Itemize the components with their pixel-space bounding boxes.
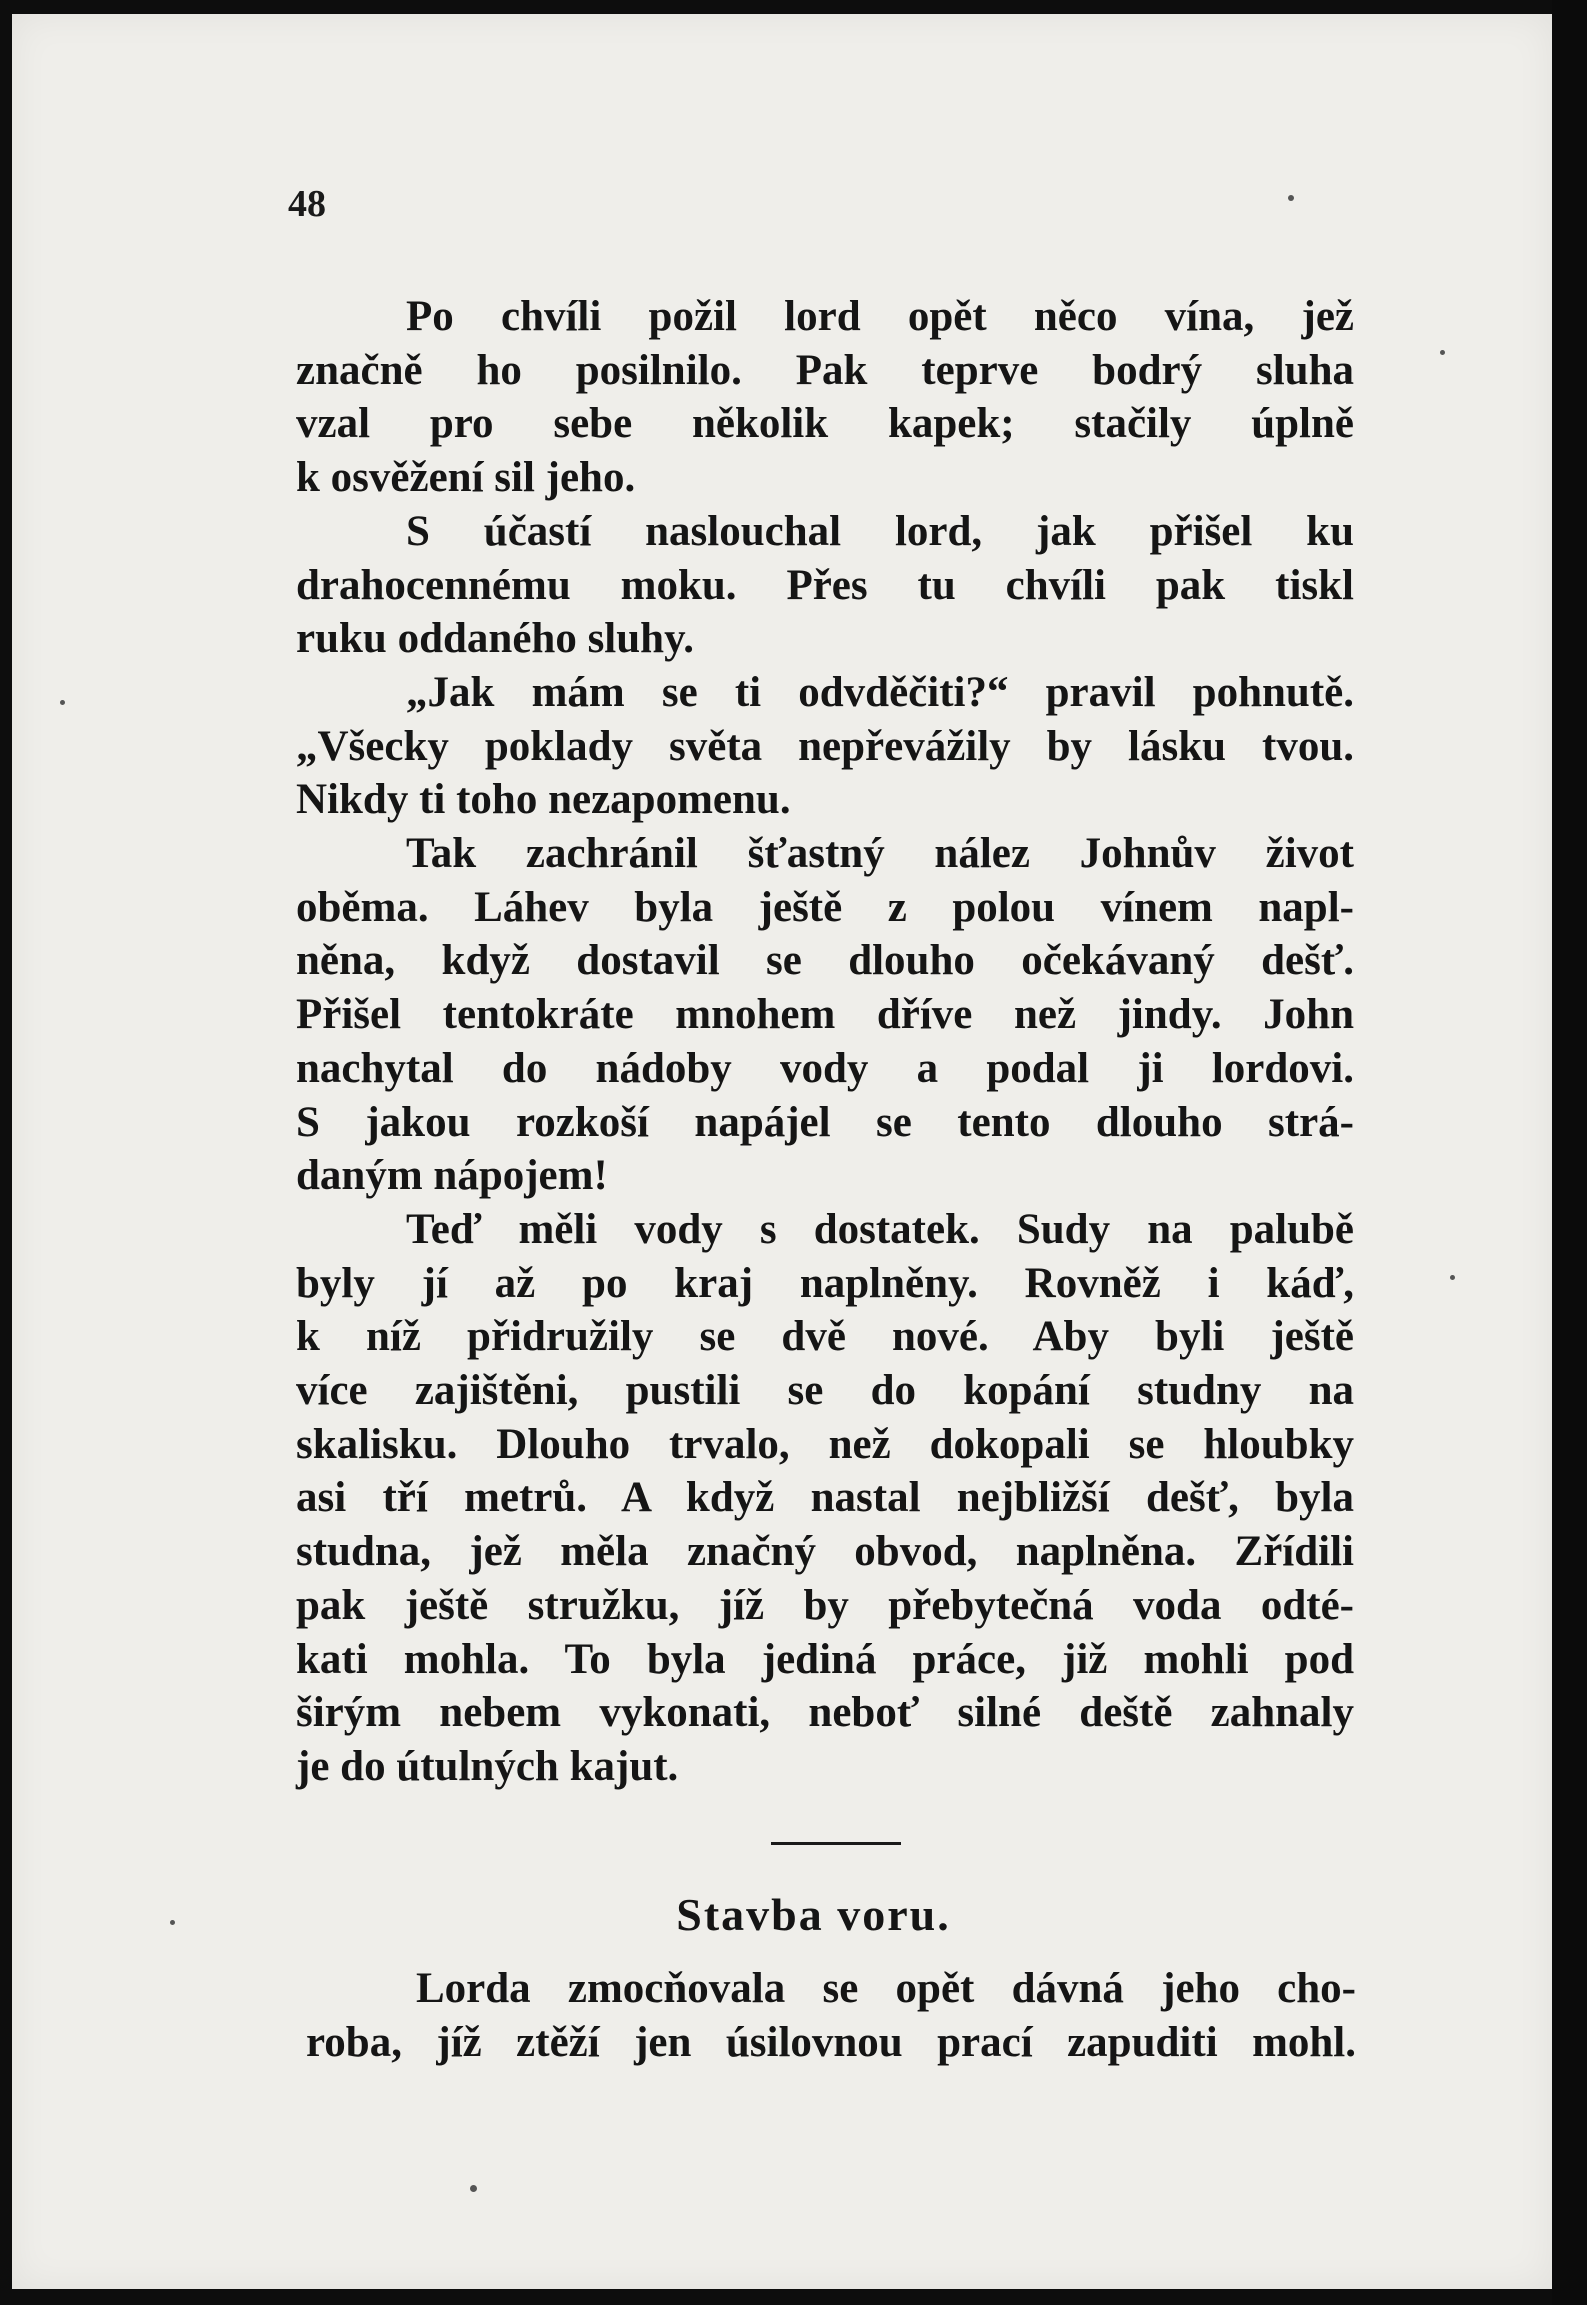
body-text: [296, 290, 1354, 1794]
print-speck: [1288, 195, 1294, 201]
text-line: asi tří metrů. A když nastal nejbližší dešť, byla: [296, 1474, 1354, 1522]
paragraph: [296, 666, 1354, 827]
text-line: k osvěžení sil jeho.: [296, 454, 636, 502]
text-line: značně ho posilnilo. Pak teprve bodrý sluha: [296, 346, 1354, 394]
paragraph: [296, 1203, 1354, 1794]
text-line: vzal pro sebe několik kapek; stačily úplně: [296, 400, 1354, 448]
text-line: „Jak mám se ti odvděčiti?“ pravil pohnutě.: [406, 668, 1354, 716]
text-line: je do útulných kajut.: [296, 1742, 679, 1790]
text-line: nachytal do nádoby vody a podal ji lordovi.: [296, 1044, 1354, 1092]
text-line: k níž přidružily se dvě nové. Aby byli ještě: [296, 1313, 1354, 1361]
section-body-text: [306, 1962, 1356, 2069]
print-speck: [1440, 350, 1445, 355]
text-line: roba, jíž ztěží jen úsilovnou prací zapuditi mohl.: [306, 2018, 1356, 2066]
print-speck: [60, 700, 65, 705]
page-edge: [1552, 0, 1587, 2305]
text-line: širým nebem vykonati, neboť silné deště zahnaly: [296, 1689, 1354, 1737]
text-line: byly jí až po kraj naplněny. Rovněž i káď,: [296, 1259, 1354, 1307]
print-speck: [1450, 1275, 1455, 1280]
print-speck: [170, 1920, 175, 1925]
text-line: drahocennému moku. Přes tu chvíli pak tiskl: [296, 561, 1354, 609]
text-line: Po chvíli požil lord opět něco vína, jež: [406, 293, 1354, 340]
text-line: Přišel tentokráte mnohem dříve než jindy. John: [296, 991, 1354, 1039]
text-line: daným nápojem!: [296, 1152, 608, 1200]
text-line: více zajištěni, pustili se do kopání studny na: [296, 1367, 1354, 1415]
print-speck: [470, 2185, 477, 2192]
section-title: Stavba voru.: [676, 1889, 951, 1940]
text-line: kati mohla. To byla jediná práce, již mohli pod: [296, 1635, 1354, 1683]
text-line: pak ještě stružku, jíž by přebytečná voda odté-: [296, 1581, 1354, 1629]
page-number: 48: [288, 183, 326, 225]
text-line: Teď měli vody s dostatek. Sudy na palubě: [406, 1205, 1354, 1253]
text-line: ruku oddaného sluhy.: [296, 615, 694, 663]
paragraph: [306, 1962, 1356, 2069]
paragraph: [296, 827, 1354, 1203]
text-line: S účastí naslouchal lord, jak přišel ku: [406, 507, 1354, 555]
text-line: něna, když dostavil se dlouho očekávaný dešť.: [296, 937, 1354, 985]
text-line: studna, jež měla značný obvod, naplněna. Zřídili: [296, 1528, 1354, 1576]
text-line: Lorda zmocňovala se opět dávná jeho cho-: [416, 1965, 1356, 2012]
text-line: Tak zachránil šťastný nález Johnův život: [406, 830, 1354, 878]
text-line: skalisku. Dlouho trvalo, než dokopali se hloubky: [296, 1420, 1354, 1468]
text-line: oběma. Láhev byla ještě z polou vínem napl-: [296, 883, 1354, 931]
text-line: „Všecky poklady světa nepřevážily by lásku tvou.: [296, 722, 1354, 770]
text-line: S jakou rozkoší napájel se tento dlouho strá-: [296, 1098, 1354, 1146]
paragraph: [296, 505, 1354, 666]
section-divider: [771, 1842, 901, 1845]
text-line: Nikdy ti toho nezapomenu.: [296, 776, 791, 824]
paragraph: [296, 290, 1354, 505]
